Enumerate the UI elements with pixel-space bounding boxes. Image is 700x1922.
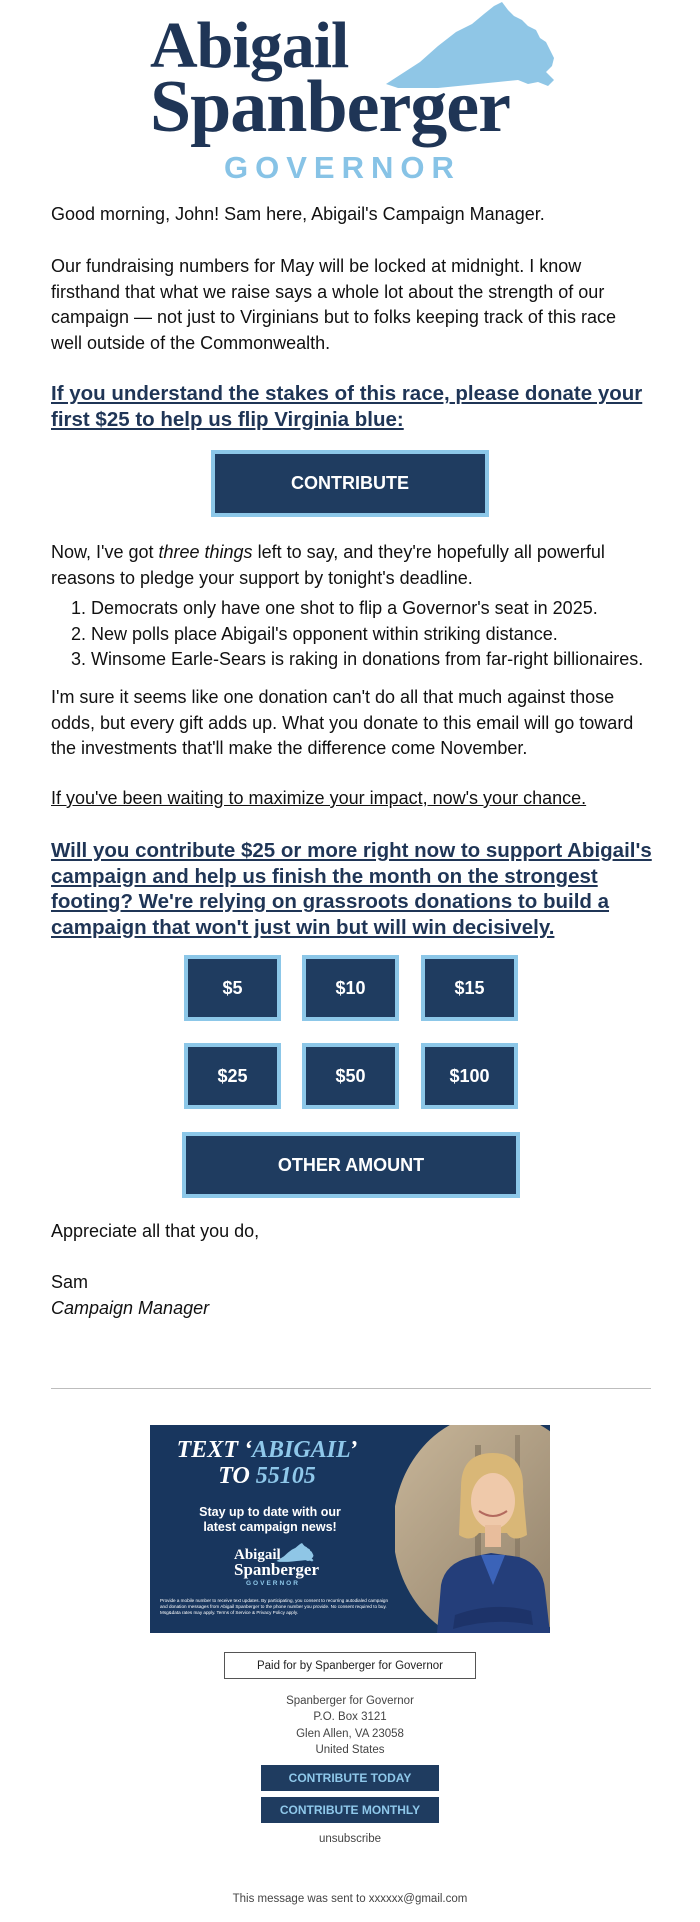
amount-15-button[interactable]: $15 bbox=[421, 955, 518, 1021]
contribute-monthly-button[interactable]: CONTRIBUTE MONTHLY bbox=[261, 1797, 439, 1823]
text-signup-banner[interactable] bbox=[150, 1425, 550, 1633]
amount-25-button[interactable]: $25 bbox=[184, 1043, 281, 1109]
list-item: 3. Winsome Earle-Sears is raking in donations from far-right billionaires. bbox=[91, 647, 700, 673]
paid-for-by: Paid for by Spanberger for Governor bbox=[224, 1652, 476, 1679]
paragraph-fundraising: Our fundraising numbers for May will be locked at midnight. I know firsthand that what we raise says a whole lot about the strength of our campaign — not just to Virginians but to folks keeping track of this race well outside of the Commonwealth. bbox=[51, 256, 616, 353]
list-item: 1. Democrats only have one shot to flip a Governor's seat in 2025. bbox=[91, 596, 700, 622]
campaign-logo bbox=[140, 0, 560, 190]
logo-last-name: Spanberger bbox=[150, 66, 510, 148]
banner-logo-last: Spanberger bbox=[234, 1560, 319, 1579]
donate-link-heading[interactable]: If you understand the stakes of this race, please donate your first $25 to help us flip Virginia blue: bbox=[51, 382, 643, 431]
footer-po-box: P.O. Box 3121 bbox=[313, 1711, 387, 1723]
logo-governor: GOVERNOR bbox=[224, 150, 461, 185]
banner-subtitle: Stay up to date with our latest campaign news! bbox=[199, 1505, 341, 1534]
three-things-after: left to say, and they're hopefully all powerful reasons to pledge your support by tonight's deadline. bbox=[51, 542, 605, 588]
amount-5-button[interactable]: $5 bbox=[184, 955, 281, 1021]
other-amount-button[interactable]: OTHER AMOUNT bbox=[182, 1132, 520, 1198]
banner-title-number: 55105 bbox=[255, 1463, 316, 1489]
banner-title-post: ’ bbox=[349, 1437, 358, 1463]
greeting: Good morning, John! Sam here, Abigail's Campaign Manager. bbox=[51, 204, 545, 224]
three-things-before: Now, I've got bbox=[51, 542, 159, 562]
banner-fine-print: Provide a mobile number to receive text updates. By participating, you consent to recurring autodialed campaign and donation messages from Abigail Spanberger to the phone number you provide. No consent required to buy. Msg&data rates may apply. Terms of Service & Privacy Policy apply. bbox=[160, 1598, 389, 1615]
signoff: Appreciate all that you do, bbox=[51, 1221, 260, 1241]
contribute-button[interactable]: CONTRIBUTE bbox=[211, 450, 489, 517]
paragraph-three-things bbox=[51, 540, 651, 591]
paragraph-every-gift: I'm sure it seems like one donation can't do all that much against those odds, but every gift adds up. What you donate to this email will go toward the investments that'll make the difference come November. bbox=[51, 687, 634, 758]
list-item: 2. New polls place Abigail's opponent within striking distance. bbox=[91, 622, 700, 648]
reasons-list bbox=[51, 596, 700, 673]
amount-10-button[interactable]: $10 bbox=[302, 955, 399, 1021]
candidate-photo bbox=[395, 1425, 550, 1633]
divider bbox=[51, 1388, 651, 1389]
banner-title bbox=[162, 1437, 372, 1489]
banner-title-to: TO bbox=[218, 1463, 256, 1489]
banner-logo-governor: GOVERNOR bbox=[246, 1580, 300, 1587]
sent-to-notice: This message was sent to xxxxxx@gmail.com bbox=[232, 1893, 468, 1905]
contribute-link-heading[interactable]: Will you contribute $25 or more right now to support Abigail's campaign and help us finish the month on the strongest footing? We're relying on grassroots donations to build a campaign that won't just win but will win decisively. bbox=[51, 839, 652, 939]
maximize-impact-paragraph bbox=[51, 786, 651, 812]
footer-city: Glen Allen, VA 23058 bbox=[296, 1728, 404, 1740]
banner-title-name: ABIGAIL bbox=[251, 1437, 350, 1463]
unsubscribe-link[interactable]: unsubscribe bbox=[318, 1833, 381, 1845]
banner-title-pre: TEXT ‘ bbox=[176, 1437, 252, 1463]
amount-50-button[interactable]: $50 bbox=[302, 1043, 399, 1109]
three-things-emphasis: three things bbox=[158, 542, 253, 562]
contribute-today-button[interactable]: CONTRIBUTE TODAY bbox=[261, 1765, 439, 1791]
amount-100-button[interactable]: $100 bbox=[421, 1043, 518, 1109]
footer-org: Spanberger for Governor bbox=[286, 1695, 414, 1707]
footer-country: United States bbox=[315, 1744, 385, 1756]
signer-title: Campaign Manager bbox=[51, 1298, 210, 1318]
signer-name: Sam bbox=[51, 1272, 89, 1292]
banner-logo-first: Abigail bbox=[234, 1547, 281, 1563]
logo-first-name: Abigail bbox=[150, 9, 349, 82]
maximize-impact-link[interactable]: If you've been waiting to maximize your impact, now's your chance. bbox=[51, 788, 587, 808]
